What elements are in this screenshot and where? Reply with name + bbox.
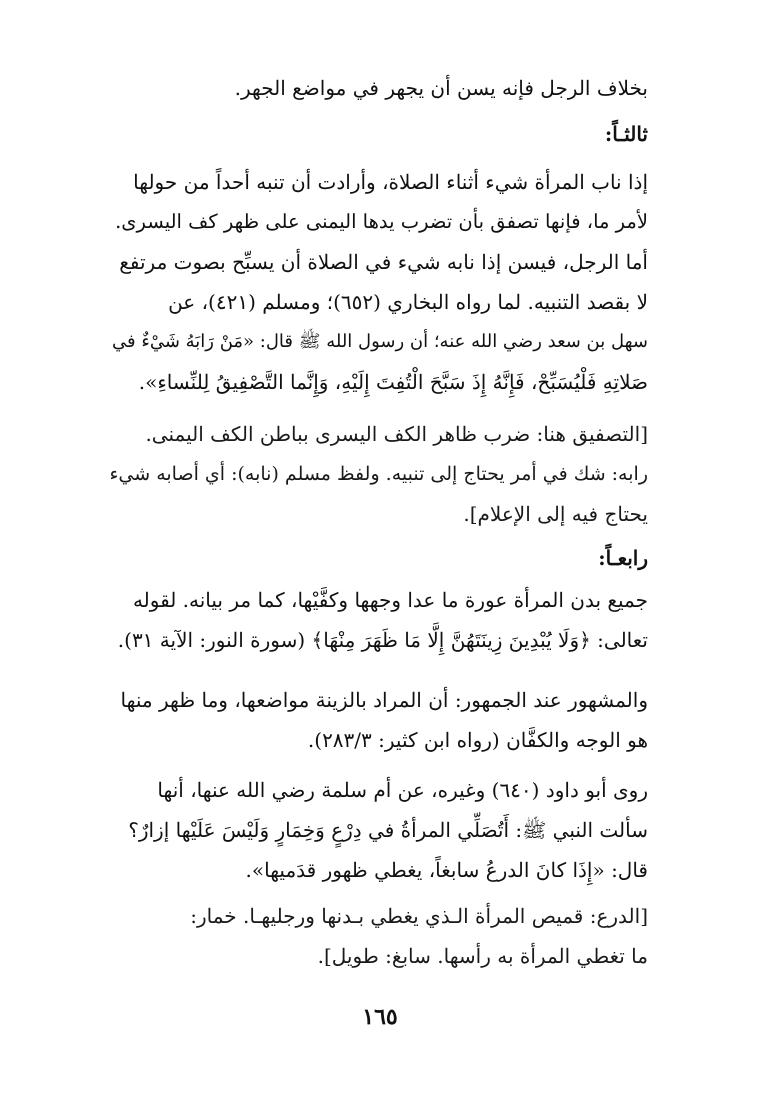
intro-paragraph	[108, 68, 648, 108]
text-line: لا بقصد التنبيه. لما رواه البخاري (٦٥٢)؛ ومسلم (٤٢١)، عن	[168, 290, 648, 314]
page-number: ١٦٥	[362, 1004, 398, 1030]
note-line: [التصفيق هنا: ضرب ظاهر الكف اليسرى بباطن الكف اليمنى.	[145, 422, 648, 446]
note-line: يحتاج فيه إلى الإعلام].	[463, 502, 648, 526]
text-line: والمشهور عند الجمهور: أن المراد بالزينة مواضعها، وما ظهر منها	[120, 688, 648, 712]
hadith-line: صَلاتِهِ فَلْيُسَبِّحْ، فَإِنَّهُ إِذَ سَبَّحَ الْتُفِتَ إِلَيْهِ، وَإِنَّما التَّصْفِيقُ لِلنِّساءِ».	[138, 370, 648, 394]
quran-verse-line: تعالى: ﴿وَلَا يُبْدِينَ زِينَتَهُنَّ إِلَّا مَا ظَهَرَ مِنْهَا﴾ (سورة النور: الآية ٣١).	[117, 628, 648, 652]
section-third	[108, 114, 648, 154]
fourth-paragraph-2	[108, 680, 648, 760]
text-line: لأمر ما، فإنها تصفق بأن تضرب يدها اليمنى على ظهر كف اليسرى.	[115, 210, 648, 233]
note-line: ما تغطي المرأة به رأسها. سابغ: طويل].	[317, 944, 648, 968]
text-line: هو الوجه والكفَّان (رواه ابن كثير: ٢٨٣/٣).	[307, 728, 648, 752]
fourth-paragraph-1	[108, 580, 648, 660]
note-line: [الدرع: قميص المرأة الـذي يغطي بـدنها ورجليهـا. خمار:	[190, 904, 648, 928]
text-line: أما الرجل، فيسن إذا نابه شيء في الصلاة أن يسبِّح بصوت مرتفع	[119, 250, 648, 274]
section-heading-fourth: رابعـاً:	[598, 546, 648, 570]
text-line: روى أبو داود (٦٤٠) وغيره، عن أم سلمة رضي الله عنها، أنها	[157, 778, 648, 802]
hadith-line: قال: «إِذَا كانَ الدرعُ سابغاً، يغطي ظهور قدَميها».	[245, 858, 648, 882]
text-line: جميع بدن المرأة عورة ما عدا وجهها وكفَّيْها، كما مر بيانه. لقوله	[132, 588, 648, 612]
intro-line: بخلاف الرجل فإنه يسن أن يجهر في مواضع الجهر.	[234, 76, 648, 100]
section-fourth	[108, 538, 648, 578]
third-paragraph	[108, 162, 648, 402]
text-line: سألت النبي ﷺ: أَتُصَلِّي المرأةُ في دِرْعٍ وَخِمَارٍ وَلَيْسَ عَلَيْها إزارٌ؟	[128, 818, 648, 842]
fourth-note	[108, 896, 648, 976]
text-line: سهل بن سعد رضي الله عنه؛ أن رسول الله ﷺ قال: «مَنْ رَابَهُ شَيْءٌ في	[112, 331, 648, 352]
third-note	[108, 414, 648, 534]
note-line: رابه: شك في أمر يحتاج إلى تنبيه. ولفظ مسلم (نابه): أي أصابه شيء	[109, 463, 648, 485]
section-heading-third: ثالثـاً:	[604, 122, 648, 146]
text-line: إذا ناب المرأة شيء أثناء الصلاة، وأرادت أن تنبه أحداً من حولها	[133, 170, 648, 194]
fourth-paragraph-3	[108, 770, 648, 890]
